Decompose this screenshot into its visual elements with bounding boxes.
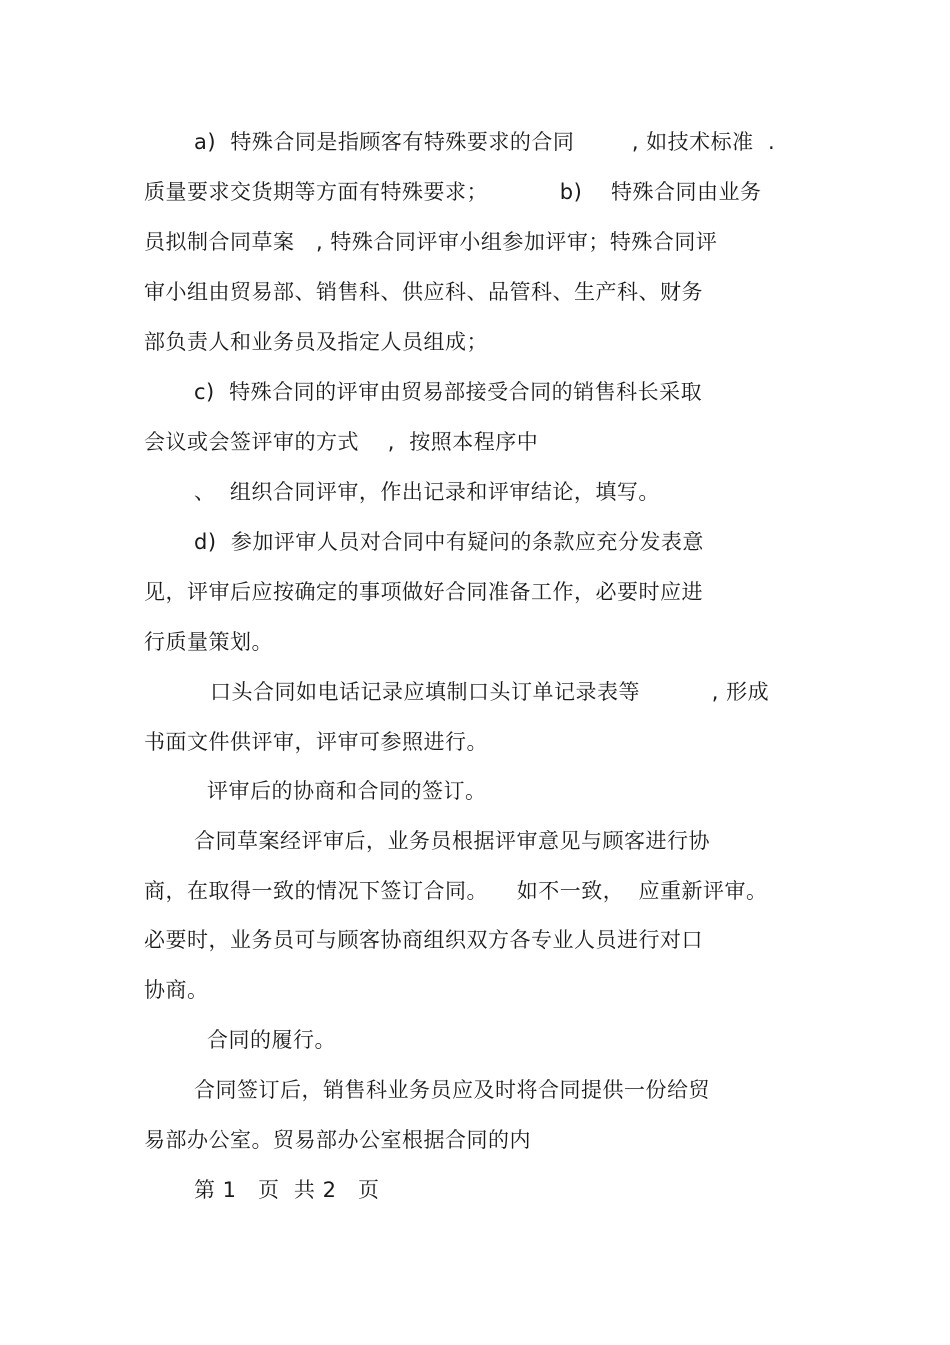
- paragraph-line: 书面文件供评审，评审可参照进行。: [144, 730, 488, 754]
- paragraph-line: 审小组由贸易部、销售科、供应科、品管科、生产科、财务: [144, 280, 703, 304]
- section-heading: 评审后的协商和合同的签订。: [207, 779, 487, 803]
- paragraph-line: 见，评审后应按确定的事项做好合同准备工作，必要时应进: [144, 580, 703, 604]
- paragraph-line: 行质量策划。: [144, 630, 273, 654]
- section-heading: 合同的履行。: [207, 1028, 336, 1052]
- paragraph-line: 质量要求交货期等方面有特殊要求； b) 特殊合同由业务: [144, 180, 762, 204]
- paragraph-line: a) 特殊合同是指顾客有特殊要求的合同 , 如技术标准 .: [194, 130, 776, 154]
- paragraph-line: 必要时，业务员可与顾客协商组织双方各专业人员进行对口: [144, 928, 703, 952]
- paragraph-line: 商，在取得一致的情况下签订合同。 如不一致， 应重新评审。: [144, 879, 768, 903]
- paragraph-line: 部负责人和业务员及指定人员组成；: [144, 330, 488, 354]
- paragraph-line: 、 组织合同评审，作出记录和评审结论，填写。: [194, 480, 660, 504]
- paragraph-line: 协商。: [144, 978, 209, 1002]
- paragraph-line: 合同签订后，销售科业务员应及时将合同提供一份给贸: [194, 1078, 710, 1102]
- paragraph-line: 会议或会签评审的方式 , 按照本程序中: [144, 430, 539, 454]
- page-footer: 第 1 页 共 2 页: [194, 1178, 380, 1202]
- paragraph-line: d) 参加评审人员对合同中有疑问的条款应充分发表意: [194, 530, 704, 554]
- paragraph-line: 口头合同如电话记录应填制口头订单记录表等 , 形成: [210, 680, 770, 704]
- paragraph-line: 合同草案经评审后，业务员根据评审意见与顾客进行协: [194, 829, 710, 853]
- paragraph-line: 员拟制合同草案 , 特殊合同评审小组参加评审；特殊合同评: [144, 230, 718, 254]
- paragraph-line: 易部办公室。贸易部办公室根据合同的内: [144, 1128, 531, 1152]
- paragraph-line: c) 特殊合同的评审由贸易部接受合同的销售科长采取: [194, 380, 703, 404]
